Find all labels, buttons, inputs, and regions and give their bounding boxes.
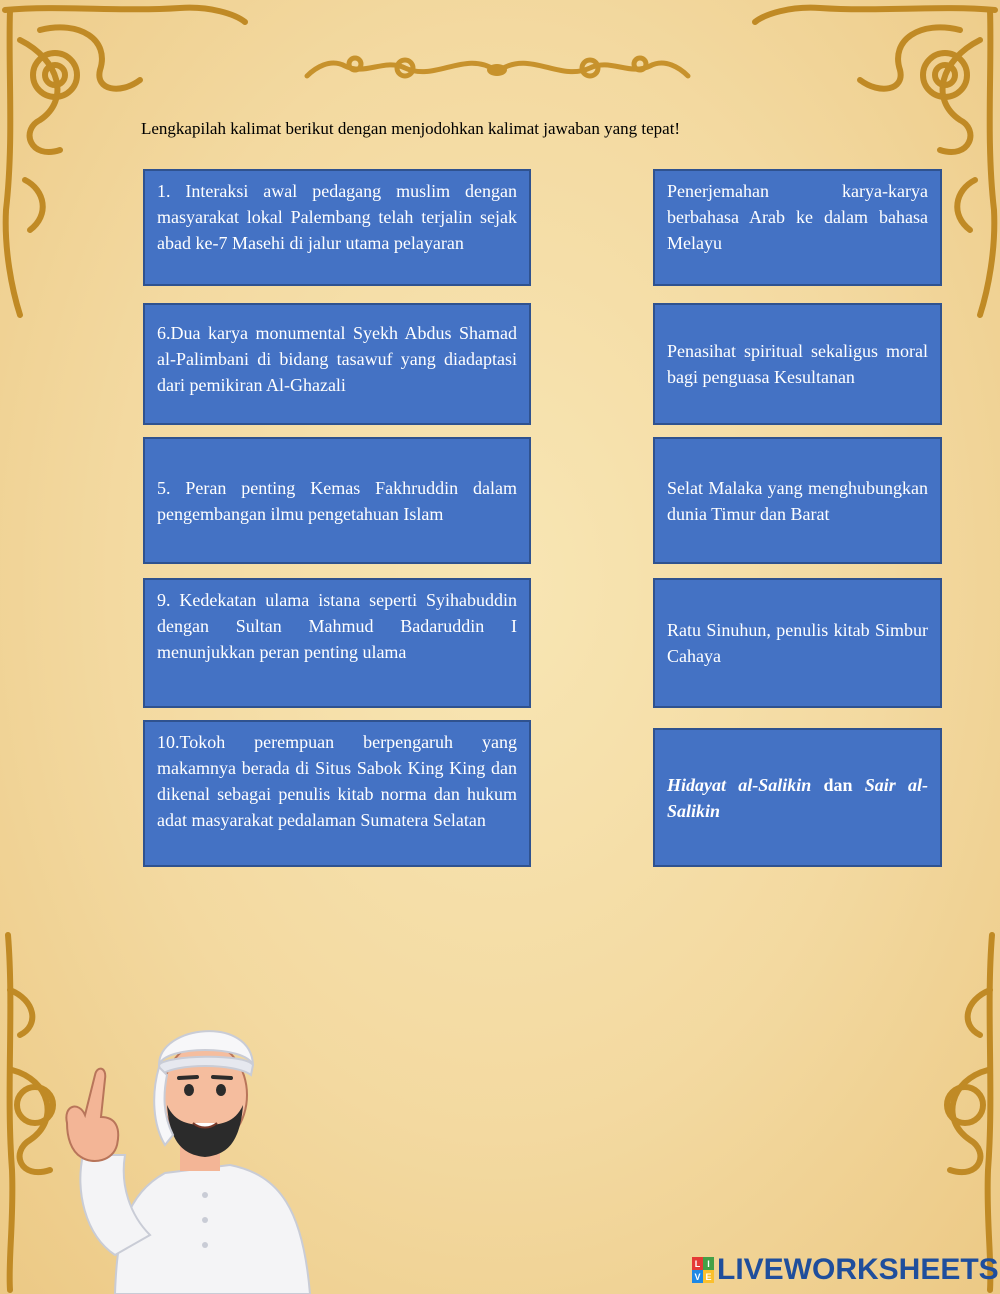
left-card-1[interactable] xyxy=(143,169,531,286)
right-card-strait-text: Selat Malaka yang menghubungkan dunia Timur dan Barat xyxy=(667,477,928,524)
left-card-5[interactable] xyxy=(143,437,531,564)
right-card-ratu-sinuhun-text: Ratu Sinuhun, penulis kitab Simbur Cahaya xyxy=(667,620,928,666)
left-card-10-text: 10.Tokoh perempuan berpengaruh yang makamnya berada di Situs Sabok King King dan dikenal sebagai penulis kitab norma dan hukum adat masyarakat pedalaman Sumatera Selatan xyxy=(157,732,517,830)
logo-mark xyxy=(692,1257,714,1283)
left-card-10[interactable] xyxy=(143,720,531,867)
right-card-advisor-text: Penasihat spiritual sekaligus moral bagi penguasa Kesultanan xyxy=(667,341,928,387)
right-card-books-text xyxy=(667,772,928,824)
liveworksheets-logo xyxy=(692,1253,999,1287)
logo-mark-e: E xyxy=(703,1270,714,1283)
teacher-illustration xyxy=(55,1005,355,1294)
logo-mark-i: I xyxy=(703,1257,714,1270)
logo-mark-v: V xyxy=(692,1270,703,1283)
right-card-books[interactable] xyxy=(653,728,942,867)
right-card-translation[interactable] xyxy=(653,169,942,286)
left-card-1-text: 1. Interaksi awal pedagang muslim dengan masyarakat lokal Palembang telah terjalin sejak abad ke-7 Masehi di jalur utama pelayaran xyxy=(157,181,517,253)
left-card-6-text: 6.Dua karya monumental Syekh Abdus Shamad al-Palimbani di bidang tasawuf yang diadaptasi dari pemikiran Al-Ghazali xyxy=(157,323,517,395)
left-card-9[interactable] xyxy=(143,578,531,708)
right-card-ratu-sinuhun[interactable] xyxy=(653,578,942,708)
right-card-advisor[interactable] xyxy=(653,303,942,425)
left-card-6[interactable] xyxy=(143,303,531,425)
right-card-translation-text: Penerjemahan karya-karya berbahasa Arab ke dalam bahasa Melayu xyxy=(667,181,928,253)
right-card-strait[interactable] xyxy=(653,437,942,564)
instruction-text: Lengkapilah kalimat berikut dengan menjodohkan kalimat jawaban yang tepat! xyxy=(141,119,681,138)
left-card-5-text: 5. Peran penting Kemas Fakhruddin dalam pengembangan ilmu pengetahuan Islam xyxy=(157,477,517,524)
logo-text: LIVEWORKSHEETS xyxy=(717,1253,999,1286)
logo-mark-l: L xyxy=(692,1257,703,1270)
book-title-2: Sair al-Salikin xyxy=(667,774,928,821)
book-title-1: Hidayat al-Salikin xyxy=(667,774,812,795)
left-card-9-text: 9. Kedekatan ulama istana seperti Syihabuddin dengan Sultan Mahmud Badaruddin I menunjukkan peran penting ulama xyxy=(157,590,517,662)
book-connector: dan xyxy=(811,774,865,795)
bottom-right-corner-ornament xyxy=(850,930,1000,1294)
top-scroll-ornament xyxy=(295,42,700,92)
